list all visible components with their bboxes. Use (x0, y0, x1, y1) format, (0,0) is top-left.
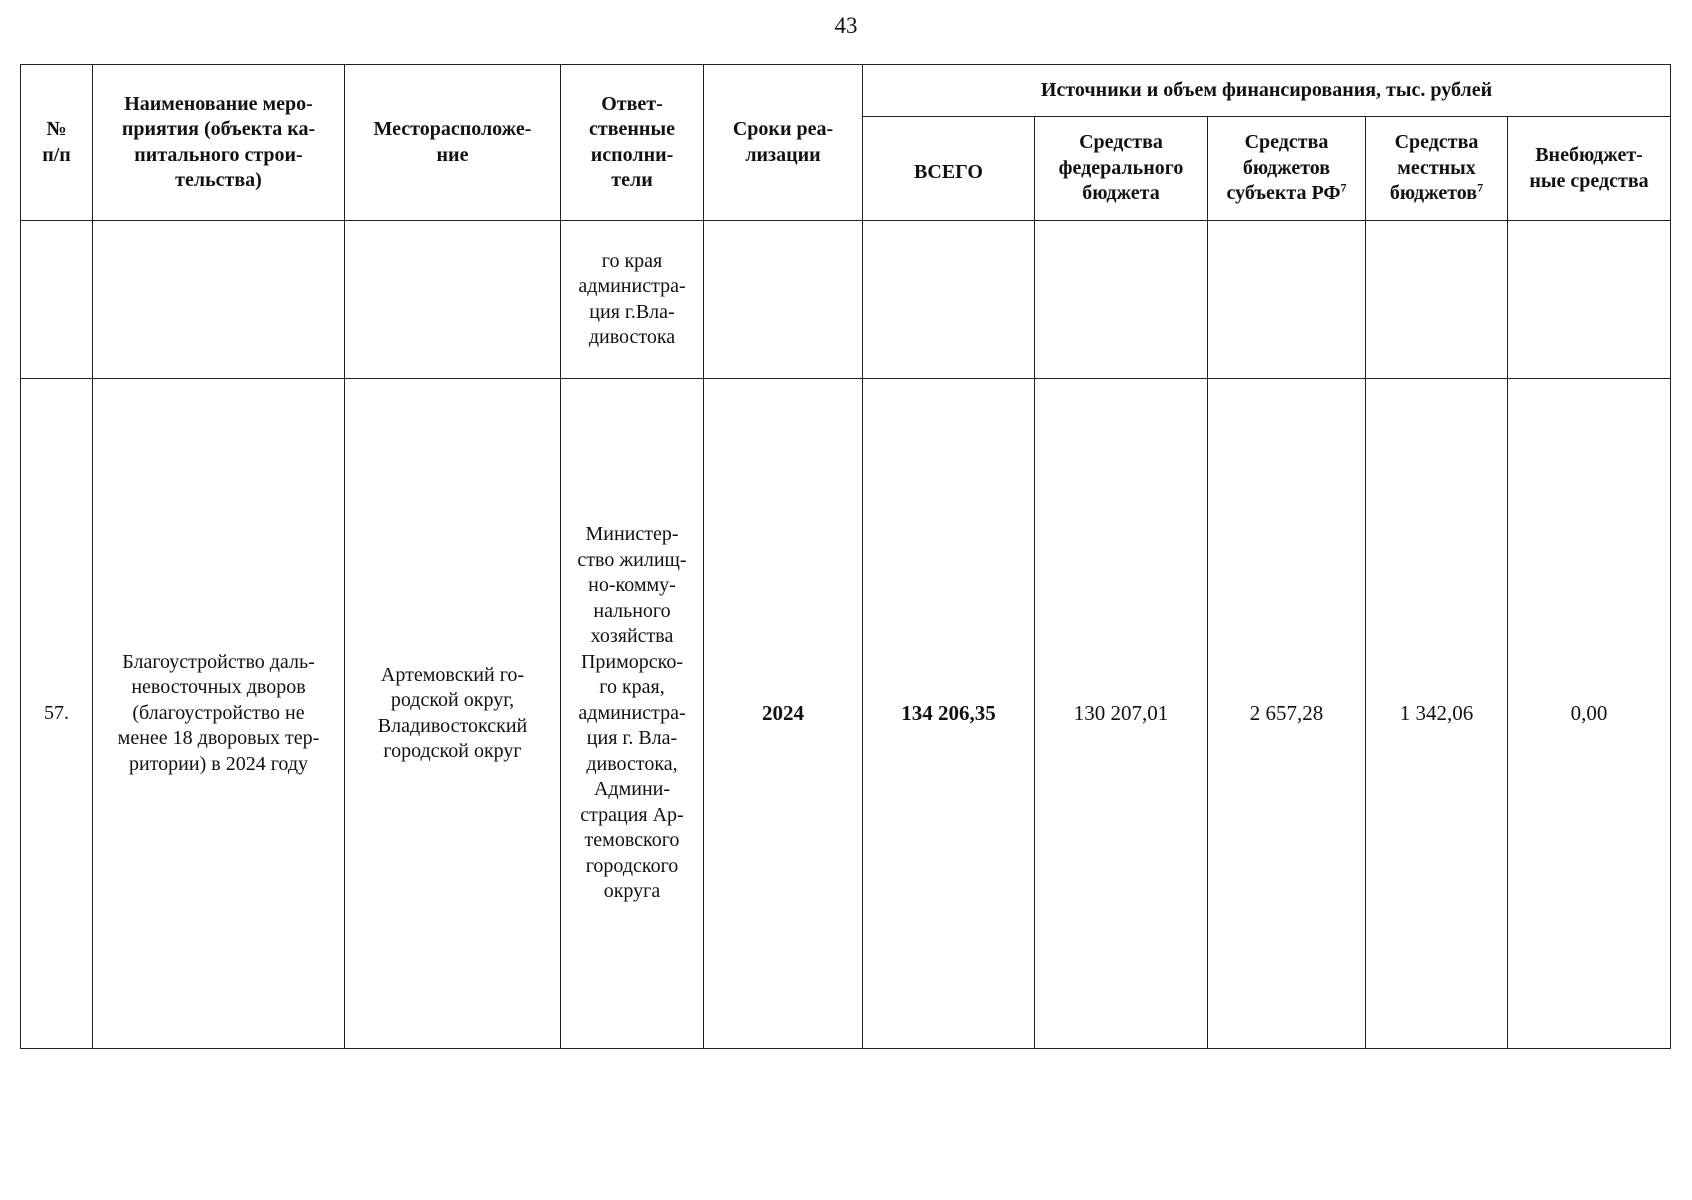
cell-extra (1508, 221, 1671, 379)
footnote-mark: 7 (1340, 180, 1347, 195)
cell-num (21, 221, 93, 379)
cell-subject (1208, 221, 1366, 379)
header-local: Средства местных бюджетов$^7$ (1366, 117, 1508, 221)
cell-total: 134 206,35 (863, 379, 1035, 1049)
header-funding-group: Источники и объем финансирования, тыс. рублей (863, 65, 1671, 117)
header-terms: Сроки реа- лизации (704, 65, 863, 221)
funding-table (20, 64, 1671, 1049)
cell-extra: 0,00 (1508, 379, 1671, 1049)
cell-local (1366, 221, 1508, 379)
cell-terms: 2024 (704, 379, 863, 1049)
header-executors: Ответ- ственные исполни- тели (561, 65, 704, 221)
header-num: № п/п (21, 65, 93, 221)
cell-terms (704, 221, 863, 379)
page-number: 43 (834, 13, 858, 38)
header-total: ВСЕГО (863, 117, 1035, 221)
table-row-continued (21, 221, 1671, 379)
cell-location: Артемовский го- родской округ, Владивостокский городской округ (345, 379, 561, 1049)
cell-executors: го края администра- ция г.Вла- дивостока (561, 221, 704, 379)
cell-location (345, 221, 561, 379)
header-subject: Средства бюджетов субъекта $РФ^7$ (1208, 117, 1366, 221)
cell-name (93, 221, 345, 379)
cell-federal: 130 207,01 (1035, 379, 1208, 1049)
cell-subject: 2 657,28 (1208, 379, 1366, 1049)
footnote-mark: 7 (1477, 180, 1484, 195)
header-name: Наименование меро- приятия (объекта ка- питального строи- тельства) (93, 65, 345, 221)
cell-name: Благоустройство даль- невосточных дворов (благоустройство не менее 18 дворовых тер- ритории) в 2024 году (93, 379, 345, 1049)
cell-total (863, 221, 1035, 379)
header-extra: Внебюджет- ные средства (1508, 117, 1671, 221)
header-location: Месторасположе- ние (345, 65, 561, 221)
cell-executors: Министер- ство жилищ- но-комму- нального хозяйства Приморско- го края, администра- ция г. Вла- дивостока, Админи- страция Ар- темовского городского округа (561, 379, 704, 1049)
cell-num: 57. (21, 379, 93, 1049)
header-federal: Средства федерального бюджета (1035, 117, 1208, 221)
cell-local: 1 342,06 (1366, 379, 1508, 1049)
cell-federal (1035, 221, 1208, 379)
table-row (21, 379, 1671, 1049)
